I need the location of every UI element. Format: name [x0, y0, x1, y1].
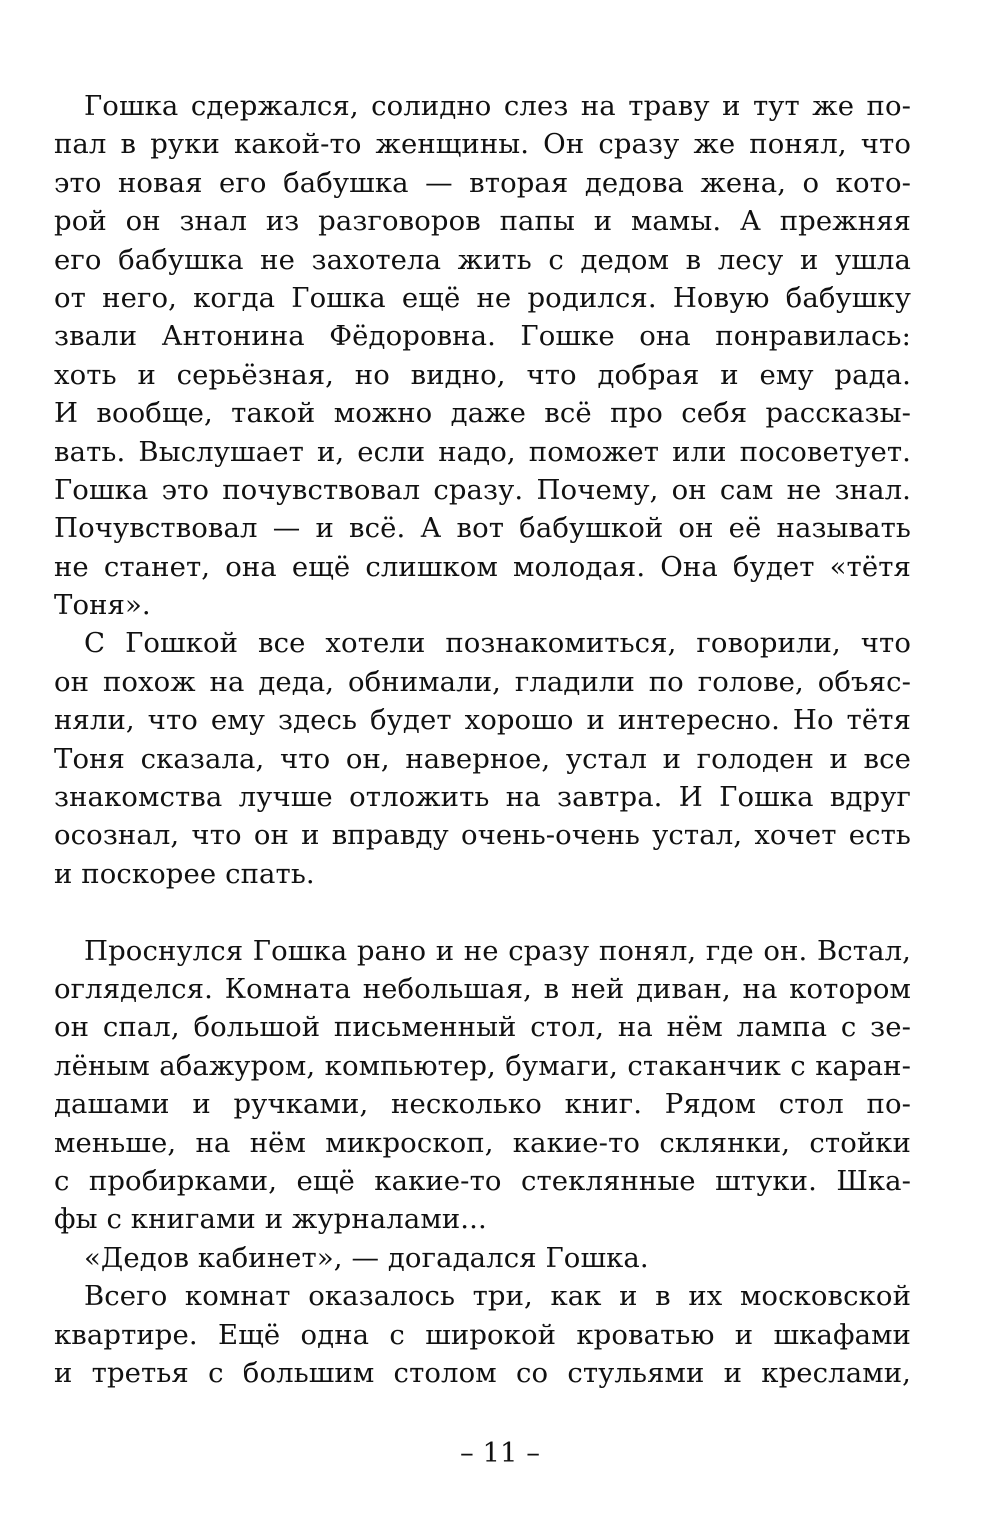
text-line: дашами и ручками, несколько книг. Рядом стол по- — [54, 1088, 911, 1121]
text-line: рой он знал из разговоров папы и мамы. А прежняя — [54, 205, 911, 238]
text-line: звали Антонина Фёдоровна. Гошке она понравилась: — [54, 320, 911, 353]
text-line: Тоня». — [54, 589, 151, 622]
text-line: «Дедов кабинет», — догадался Гошка. — [84, 1241, 649, 1274]
paragraph — [54, 1277, 911, 1392]
book-page-text — [54, 87, 911, 1392]
text-line: Всего комнат оказалось три, как и в их московской — [84, 1280, 911, 1313]
text-line: С Гошкой все хотели познакомиться, говорили, что — [84, 627, 911, 660]
text-line: И вообще, такой можно даже всё про себя рассказы- — [54, 397, 911, 430]
text-line: он спал, большой письменный стол, на нём лампа с зе- — [54, 1011, 911, 1044]
text-line: с пробирками, ещё какие-то стеклянные штуки. Шка- — [54, 1164, 911, 1197]
text-line: няли, что ему здесь будет хорошо и интересно. Но тётя — [54, 704, 911, 737]
text-line: не станет, она ещё слишком молодая. Она будет «тётя — [54, 550, 911, 583]
text-line: осознал, что он и вправду очень-очень устал, хочет есть — [54, 819, 911, 852]
text-line: Тоня сказала, что он, наверное, устал и голоден и все — [54, 742, 911, 775]
text-line: огляделся. Комната небольшая, в ней диван, на котором — [54, 972, 911, 1005]
paragraph — [54, 1239, 911, 1277]
text-line: его бабушка не захотела жить с дедом в лесу и ушла — [54, 243, 911, 276]
text-line: и поскорее спать. — [54, 857, 315, 890]
text-line: Гошка сдержался, солидно слез на траву и тут же по- — [84, 90, 911, 122]
text-line: знакомства лучше отложить на завтра. И Гошка вдруг — [54, 781, 911, 814]
text-line: вать. Выслушает и, если надо, поможет или посоветует. — [54, 435, 911, 468]
text-line: пал в руки какой-то женщины. Он сразу же понял, что — [54, 128, 911, 161]
text-line: фы с книгами и журналами... — [54, 1203, 487, 1236]
text-section — [54, 87, 911, 893]
text-line: меньше, на нём микроскоп, какие-то склянки, стойки — [54, 1126, 911, 1159]
text-line: Гошка это почувствовал сразу. Почему, он сам не знал. — [54, 473, 911, 506]
text-line: квартире. Ещё одна с широкой кроватью и шкафами — [54, 1318, 911, 1351]
text-section — [54, 932, 911, 1393]
paragraph — [54, 87, 911, 624]
text-line: от него, когда Гошка ещё не родился. Новую бабушку — [54, 281, 911, 314]
text-line: он похож на деда, обнимали, гладили по голове, объяс- — [54, 665, 911, 698]
text-line: Почувствовал — и всё. А вот бабушкой он её называть — [54, 512, 911, 545]
paragraph — [54, 624, 911, 893]
page-number: – 11 – — [460, 1437, 540, 1469]
paragraph — [54, 932, 911, 1239]
text-line: это новая его бабушка — вторая дедова жена, о кото- — [54, 166, 911, 199]
text-line: Проснулся Гошка рано и не сразу понял, где он. Встал, — [84, 934, 911, 967]
text-line: хоть и серьёзная, но видно, что добрая и ему рада. — [54, 358, 911, 391]
text-line: лёным абажуром, компьютер, бумаги, стаканчик с каран- — [54, 1049, 911, 1082]
text-line: и третья с большим столом со стульями и креслами, — [54, 1356, 911, 1389]
